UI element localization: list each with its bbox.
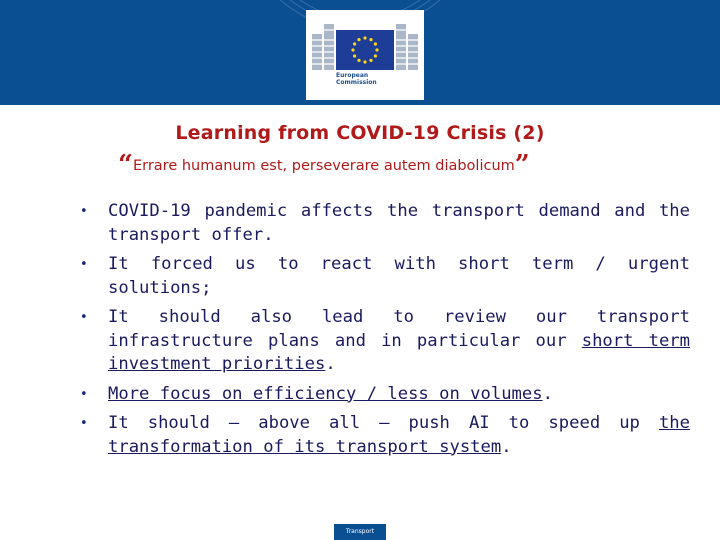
- bullet-underlined-text: short term investment priorities: [108, 330, 690, 374]
- bullet-text: It should – above all – push AI to speed up: [108, 413, 659, 433]
- logo-caption: [336, 72, 396, 86]
- bullet-icon: •: [80, 416, 88, 431]
- bullet-end-text: .: [501, 436, 512, 457]
- bullet-end-text: .: [325, 354, 336, 374]
- list-item: [78, 412, 690, 459]
- bullet-text: COVID-19 pandemic affects the transport demand and the transport offer.: [108, 201, 690, 245]
- european-commission-logo: [306, 10, 424, 100]
- slide-title: Learning from COVID-19 Crisis (2): [175, 122, 545, 144]
- header-band: [0, 0, 720, 105]
- quote-text: Errare humanum est, perseverare autem diabolicum: [132, 158, 515, 174]
- bullet-icon: •: [80, 257, 88, 272]
- bullet-text: It forced us to react with short term / urgent solutions;: [108, 254, 690, 298]
- bullet-list: [78, 200, 690, 465]
- commission-building-icon: [306, 10, 424, 72]
- logo-line-1: European: [336, 72, 369, 79]
- bullet-icon: •: [80, 386, 88, 402]
- bullet-underlined-text: More focus on efficiency / less on volumes: [108, 383, 543, 404]
- list-item: [78, 383, 690, 407]
- quote-open-mark: “: [118, 150, 133, 180]
- list-item: [78, 200, 690, 247]
- slide-quote: [118, 150, 678, 180]
- list-item: [78, 253, 690, 300]
- footer-transport-tag: Transport: [334, 524, 386, 540]
- bullet-text: It should also lead to review our transport infrastructure plans and in particular our: [108, 307, 690, 351]
- bullet-end-text: .: [542, 383, 553, 404]
- bullet-icon: •: [80, 204, 88, 219]
- list-item: [78, 306, 690, 377]
- logo-line-2: Commission: [336, 79, 377, 86]
- bullet-icon: •: [80, 310, 88, 325]
- eu-flag: [336, 30, 394, 70]
- quote-close-mark: ”: [514, 150, 530, 180]
- bullet-underlined-text: the transformation of its transport system: [108, 413, 690, 457]
